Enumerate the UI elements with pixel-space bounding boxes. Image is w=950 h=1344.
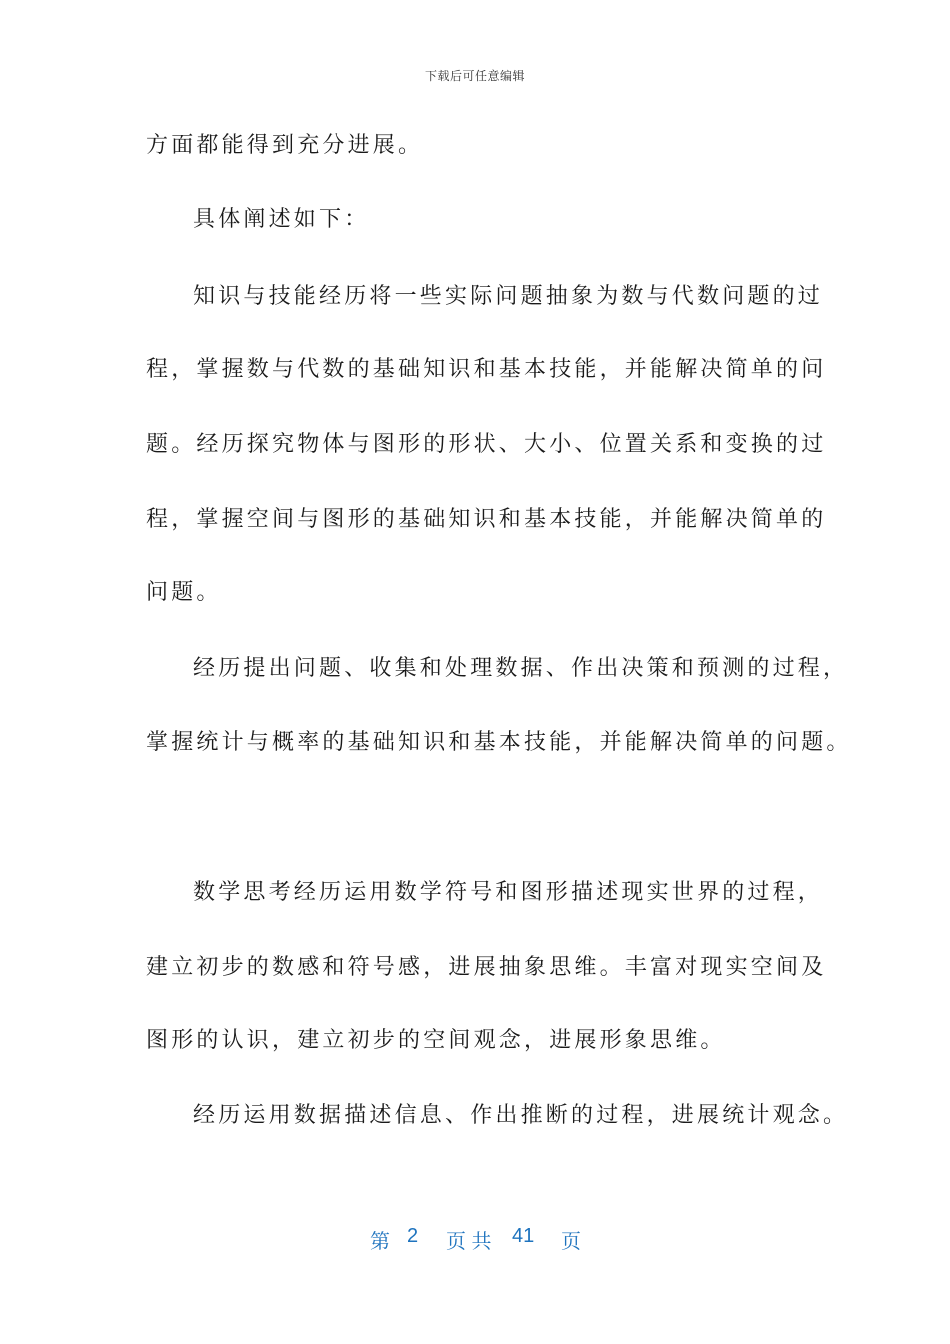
page-middle: 页 共 [446, 1231, 492, 1253]
text-line: 图形的认识，建立初步的空间观念，进展形象思维。 [146, 1028, 726, 1053]
text-line: 程，掌握空间与图形的基础知识和基本技能，并能解决简单的 [146, 507, 827, 532]
text-line: 题。经历探究物体与图形的形状、大小、位置关系和变换的过 [146, 432, 827, 457]
text-line: 经历运用数据描述信息、作出推断的过程，进展统计观念。 [193, 1103, 849, 1128]
text-line: 掌握统计与概率的基础知识和基本技能，并能解决简单的问题。 [146, 730, 852, 755]
text-line: 数学思考经历运用数学符号和图形描述现实世界的过程， [193, 880, 824, 905]
text-line: 问题。 [146, 580, 222, 605]
total-pages: 41 [512, 1225, 535, 1247]
header-note: 下载后可任意编辑 [424, 69, 525, 83]
text-line: 经历提出问题、收集和处理数据、作出决策和预测的过程， [193, 656, 849, 681]
text-line: 程，掌握数与代数的基础知识和基本技能，并能解决简单的问 [146, 357, 827, 382]
text-line: 具体阐述如下： [193, 207, 370, 232]
text-line: 知识与技能经历将一些实际问题抽象为数与代数问题的过 [193, 284, 824, 309]
page-suffix: 页 [561, 1231, 581, 1253]
page-number: 2 [407, 1225, 419, 1247]
page-prefix: 第 [370, 1231, 390, 1253]
text-line: 建立初步的数感和符号感，进展抽象思维。丰富对现实空间及 [146, 955, 827, 980]
text-line: 方面都能得到充分进展。 [146, 133, 424, 158]
page-footer [0, 1225, 950, 1255]
